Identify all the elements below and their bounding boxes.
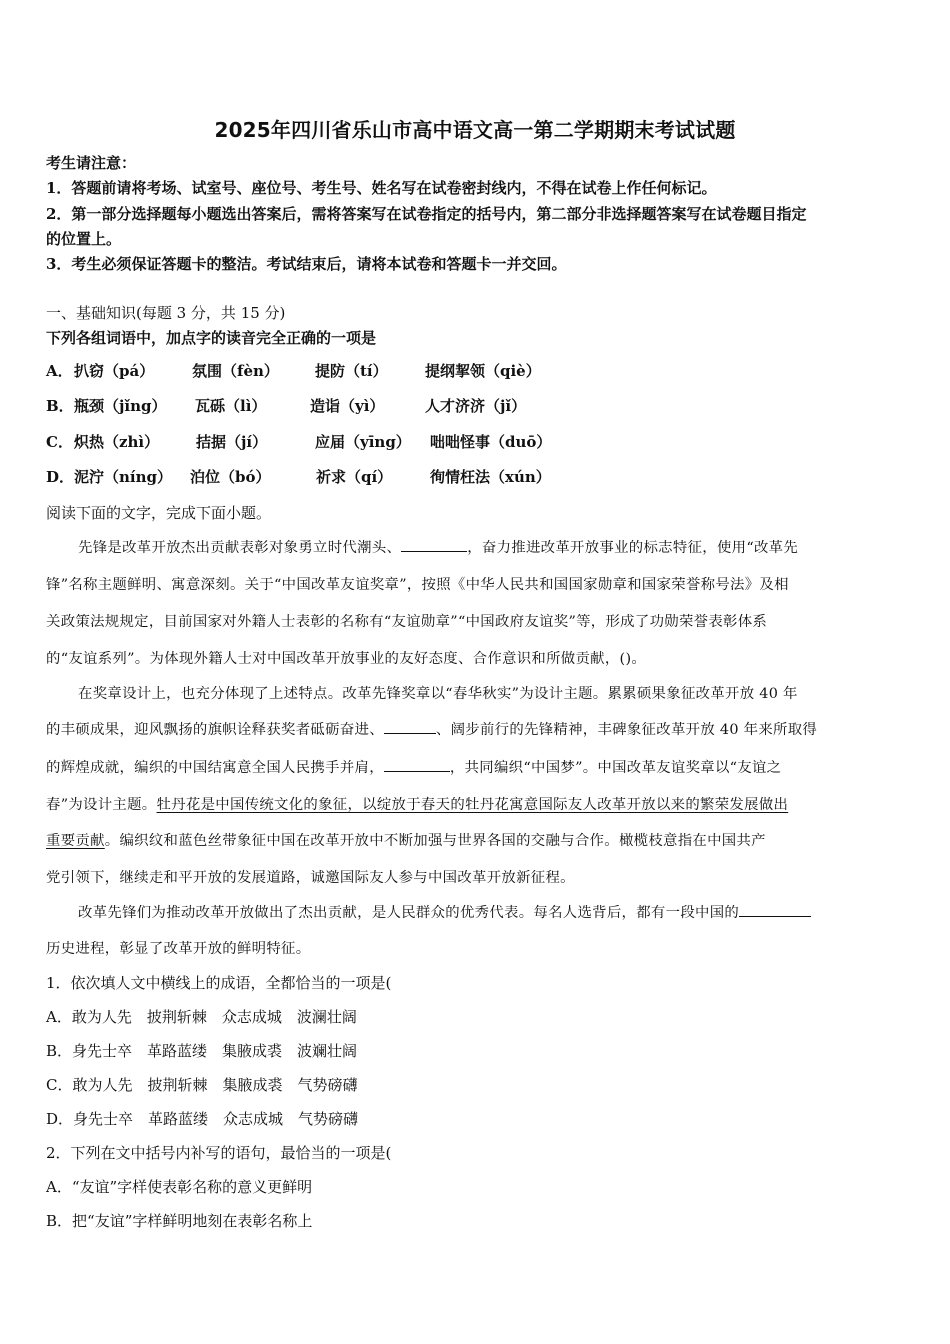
- notice-item-1: 1．答题前请将考场、试室号、座位号、考生号、姓名写在试卷密封线内，不得在试卷上作任何标记。: [46, 179, 717, 197]
- option-a-word-2: 氛围（fèn）: [192, 362, 279, 380]
- option-b-word-2: 瓦砾（lì）: [195, 397, 267, 415]
- q2-option-b: B．把“友谊”字样鲜明地刻在表彰名称上: [46, 1212, 313, 1230]
- passage-text: 先锋是改革开放杰出贡献表彰对象勇立时代潮头、: [78, 540, 402, 556]
- option-d-word-2: 泊位（bó）: [190, 468, 271, 486]
- notice-item-2-line-1: 2．第一部分选择题每小题选出答案后，需将答案写在试卷指定的括号内，第二部分非选择题答案写在试卷题目指定: [46, 205, 807, 223]
- passage-p2-line-5: [46, 829, 766, 850]
- option-b-word-1: 瓶颈（jǐng）: [74, 397, 167, 415]
- notice-item-3: 3．考生必须保证答题卡的整洁。考试结束后，请将本试卷和答题卡一并交回。: [46, 255, 567, 273]
- option-a-word-4: 提纲挈领（qiè）: [425, 362, 541, 380]
- passage-p3-line-2: 历史进程，彰显了改革开放的鲜明特征。: [46, 941, 311, 957]
- fill-blank-2: [384, 732, 436, 734]
- page-title: 2025年四川省乐山市高中语文高一第二学期期末考试试题: [214, 118, 736, 142]
- passage-text: 、阔步前行的先锋精神，丰碑象征改革开放 40 年来所取得: [435, 722, 818, 738]
- option-b-label: B．: [46, 397, 74, 415]
- passage-p2-line-4: [46, 793, 788, 814]
- passage-p1-line-2: 锋”名称主题鲜明、寓意深刻。关于“中国改革友谊奖章”，按照《中华人民共和国国家勋章和国家荣誉称号法》及相: [46, 577, 789, 593]
- option-c-word-3: 应届（yīng）: [315, 433, 411, 451]
- option-d-word-1: 泥泞（níng）: [74, 468, 172, 486]
- q2-option-a: A．“友谊”字样使表彰名称的意义更鲜明: [46, 1178, 313, 1196]
- passage-text: ，共同编织“中国梦”。中国改革友谊奖章以“友谊之: [449, 760, 782, 776]
- passage-text: 改革先锋们为推动改革开放做出了杰出贡献，是人民群众的优秀代表。每名人选背后，都有一段中国的: [78, 905, 740, 921]
- option-a-label: A．: [46, 362, 73, 380]
- option-c-label: C．: [46, 433, 73, 451]
- underlined-sentence: 牡丹花是中国传统文化的象征，以绽放于春天的牡丹花寓意国际友人改革开放以来的繁荣发展做出: [156, 797, 789, 813]
- option-d-word-3: 祈求（qí）: [316, 468, 393, 486]
- option-c-word-2: 拮据（jí）: [196, 433, 268, 451]
- passage-p1-line-1: [78, 536, 798, 557]
- option-c-word-1: 炽热（zhì）: [74, 433, 160, 451]
- passage-p3-line-1: [78, 901, 811, 922]
- fill-blank-3: [384, 770, 450, 772]
- q1-option-d: D．身先士卒 革路蓝缕 众志成城 气势磅礴: [46, 1110, 359, 1128]
- passage-text: 。编织纹和蓝色丝带象征中国在改革开放中不断加强与世界各国的交融与合作。橄榄枝意指在中国共产: [104, 833, 766, 849]
- option-a-word-3: 提防（tí）: [315, 362, 388, 380]
- passage-p1-line-3: 关政策法规规定，目前国家对外籍人士表彰的名称有“友谊勋章”“中国政府友谊奖”等，形成了功勋荣誉表彰体系: [46, 614, 768, 630]
- notice-item-2-line-2: 的位置上。: [46, 230, 122, 248]
- option-d-word-4: 徇情枉法（xún）: [430, 468, 551, 486]
- q1-option-b: B．身先士卒 革路蓝缕 集腋成裘 波斓壮阔: [46, 1042, 358, 1060]
- passage-p1-line-4: 的“友谊系列”。为体现外籍人士对中国改革开放事业的友好态度、合作意识和所做贡献，()。: [46, 651, 647, 667]
- fill-blank-1: [401, 550, 467, 552]
- passage-p2-line-3: [46, 756, 781, 777]
- passage-p2-line-2: [46, 718, 817, 739]
- passage-p2-line-6: 党引领下，继续走和平开放的发展道路，诚邀国际友人参与中国改革开放新征程。: [46, 870, 575, 886]
- option-c-word-4: 咄咄怪事（duō）: [430, 433, 552, 451]
- passage-text: 春”为设计主题。: [46, 797, 157, 813]
- passage-text: ，奋力推进改革开放事业的标志特征，使用“改革先: [467, 540, 799, 556]
- option-d-label: D．: [46, 468, 75, 486]
- underlined-sentence-end: 重要贡献: [46, 833, 105, 849]
- reading-instruction: 阅读下面的文字，完成下面小题。: [46, 504, 272, 522]
- notice-heading: 考生请注意：: [46, 154, 137, 172]
- fill-blank-4: [739, 915, 811, 917]
- passage-p2-line-1: 在奖章设计上，也充分体现了上述特点。改革先锋奖章以“春华秋实”为设计主题。累累硕果象征改革开放 40 年: [78, 686, 798, 702]
- option-a-word-1: 扒窃（pá）: [74, 362, 155, 380]
- q1-option-a: A．敢为人先 披荆斩棘 众志成城 波澜壮阔: [46, 1008, 357, 1026]
- option-b-word-3: 造诣（yì）: [310, 397, 385, 415]
- question-stem: 下列各组词语中，加点字的读音完全正确的一项是: [46, 329, 377, 347]
- passage-text: 的辉煌成就，编织的中国结寓意全国人民携手并肩，: [46, 760, 384, 776]
- q1-stem: 1．依次填人文中横线上的成语，全都恰当的一项是(: [46, 974, 392, 992]
- q1-option-c: C．敢为人先 披荆斩棘 集腋成裘 气势磅礴: [46, 1076, 358, 1094]
- option-b-word-4: 人才济济（jǐ）: [425, 397, 527, 415]
- section-heading: 一、基础知识(每题 3 分，共 15 分): [46, 304, 286, 322]
- passage-text: 的丰硕成果，迎风飘扬的旗帜诠释获奖者砥砺奋进、: [46, 722, 384, 738]
- q2-stem: 2．下列在文中括号内补写的语句，最恰当的一项是(: [46, 1144, 392, 1162]
